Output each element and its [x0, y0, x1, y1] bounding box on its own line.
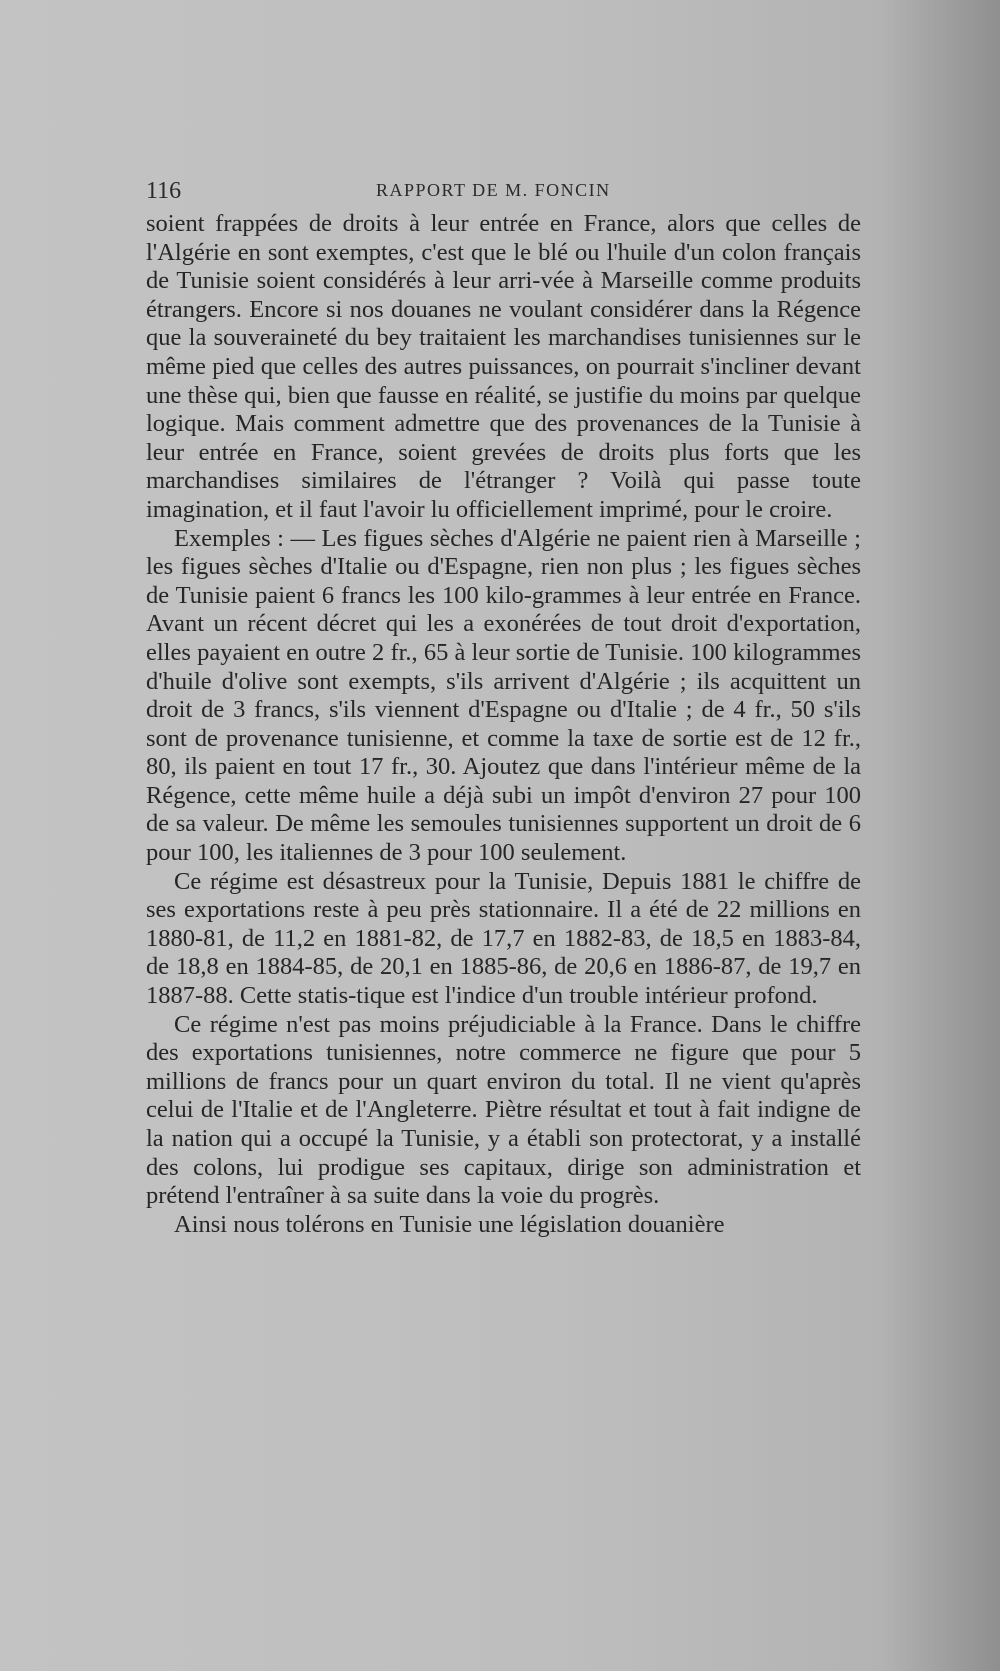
- page-header: [146, 178, 861, 208]
- paragraph-continuation: soient frappées de droits à leur entrée en France, alors que celles de l'Algérie en sont exemptes, c'est que le blé ou l'huile d'un colon français de Tunisie soient considérés à leur arri-vée à Marseille comme produits étrangers. Encore si nos douanes ne voulant considérer dans la Régence que la souveraineté du bey traitaient les marchandises tunisiennes sur le même pied que celles des autres puissances, on pourrait s'incliner devant une thèse qui, bien que fausse en réalité, se justifie du moins par quelque logique. Mais comment admettre que des provenances de la Tunisie à leur entrée en France, soient grevées de droits plus forts que les marchandises similaires de l'étranger ? Voilà qui passe toute imagination, et il faut l'avoir lu officiellement imprimé, pour le croire.: [146, 210, 861, 523]
- running-title: RAPPORT DE M. FONCIN: [376, 180, 611, 200]
- paragraph-customs-legislation: Ainsi nous tolérons en Tunisie une législation douanière: [174, 1210, 725, 1238]
- paragraph-tunisia-regime: Ce régime est désastreux pour la Tunisie, Depuis 1881 le chiffre de ses exportations reste à peu près stationnaire. Il a été de 22 millions en 1880-81, de 11,2 en 1881-82, de 17,7 en 1882-83, de 18,5 en 1883-84, de 18,8 en 1884-85, de 20,1 en 1885-86, de 20,6 en 1886-87, de 19,7 en 1887-88. Cette statis-tique est l'indice d'un trouble intérieur profond.: [146, 867, 861, 1010]
- paragraph-examples: Exemples : — Les figues sèches d'Algérie ne paient rien à Marseille ; les figues sèches d'Italie ou d'Espagne, rien non plus ; les figues sèches de Tunisie paient 6 francs les 100 kilo-grammes à leur entrée en France. Avant un récent décret qui les a exonérées de tout droit d'exportation, elles payaient en outre 2 fr., 65 à leur sortie de Tunisie. 100 kilogrammes d'huile d'olive sont exempts, s'ils arrivent d'Algérie ; ils acquittent un droit de 3 francs, s'ils viennent d'Espagne ou d'Italie ; de 4 fr., 50 s'ils sont de provenance tunisienne, et comme la taxe de sortie est de 12 fr., 80, ils paient en tout 17 fr., 30. Ajoutez que dans l'intérieur même de la Régence, cette même huile a déjà subi un impôt d'environ 27 pour 100 de sa valeur. De même les semoules tunisiennes supportent un droit de 6 pour 100, les italiennes de 3 pour 100 seulement.: [146, 524, 861, 867]
- page-number: 116: [146, 178, 182, 204]
- body-text: [146, 210, 861, 1239]
- paragraph-france-regime: Ce régime n'est pas moins préjudiciable à la France. Dans le chiffre des exportations tunisiennes, notre commerce ne figure que pour 5 millions de francs pour un quart environ du total. Il ne vient qu'après celui de l'Italie et de l'Angleterre. Piètre résultat et tout à fait indigne de la nation qui a occupé la Tunisie, y a établi son protectorat, y a installé des colons, lui prodigue ses capitaux, dirige son administration et prétend l'entraîner à sa suite dans la voie du progrès.: [146, 1010, 861, 1210]
